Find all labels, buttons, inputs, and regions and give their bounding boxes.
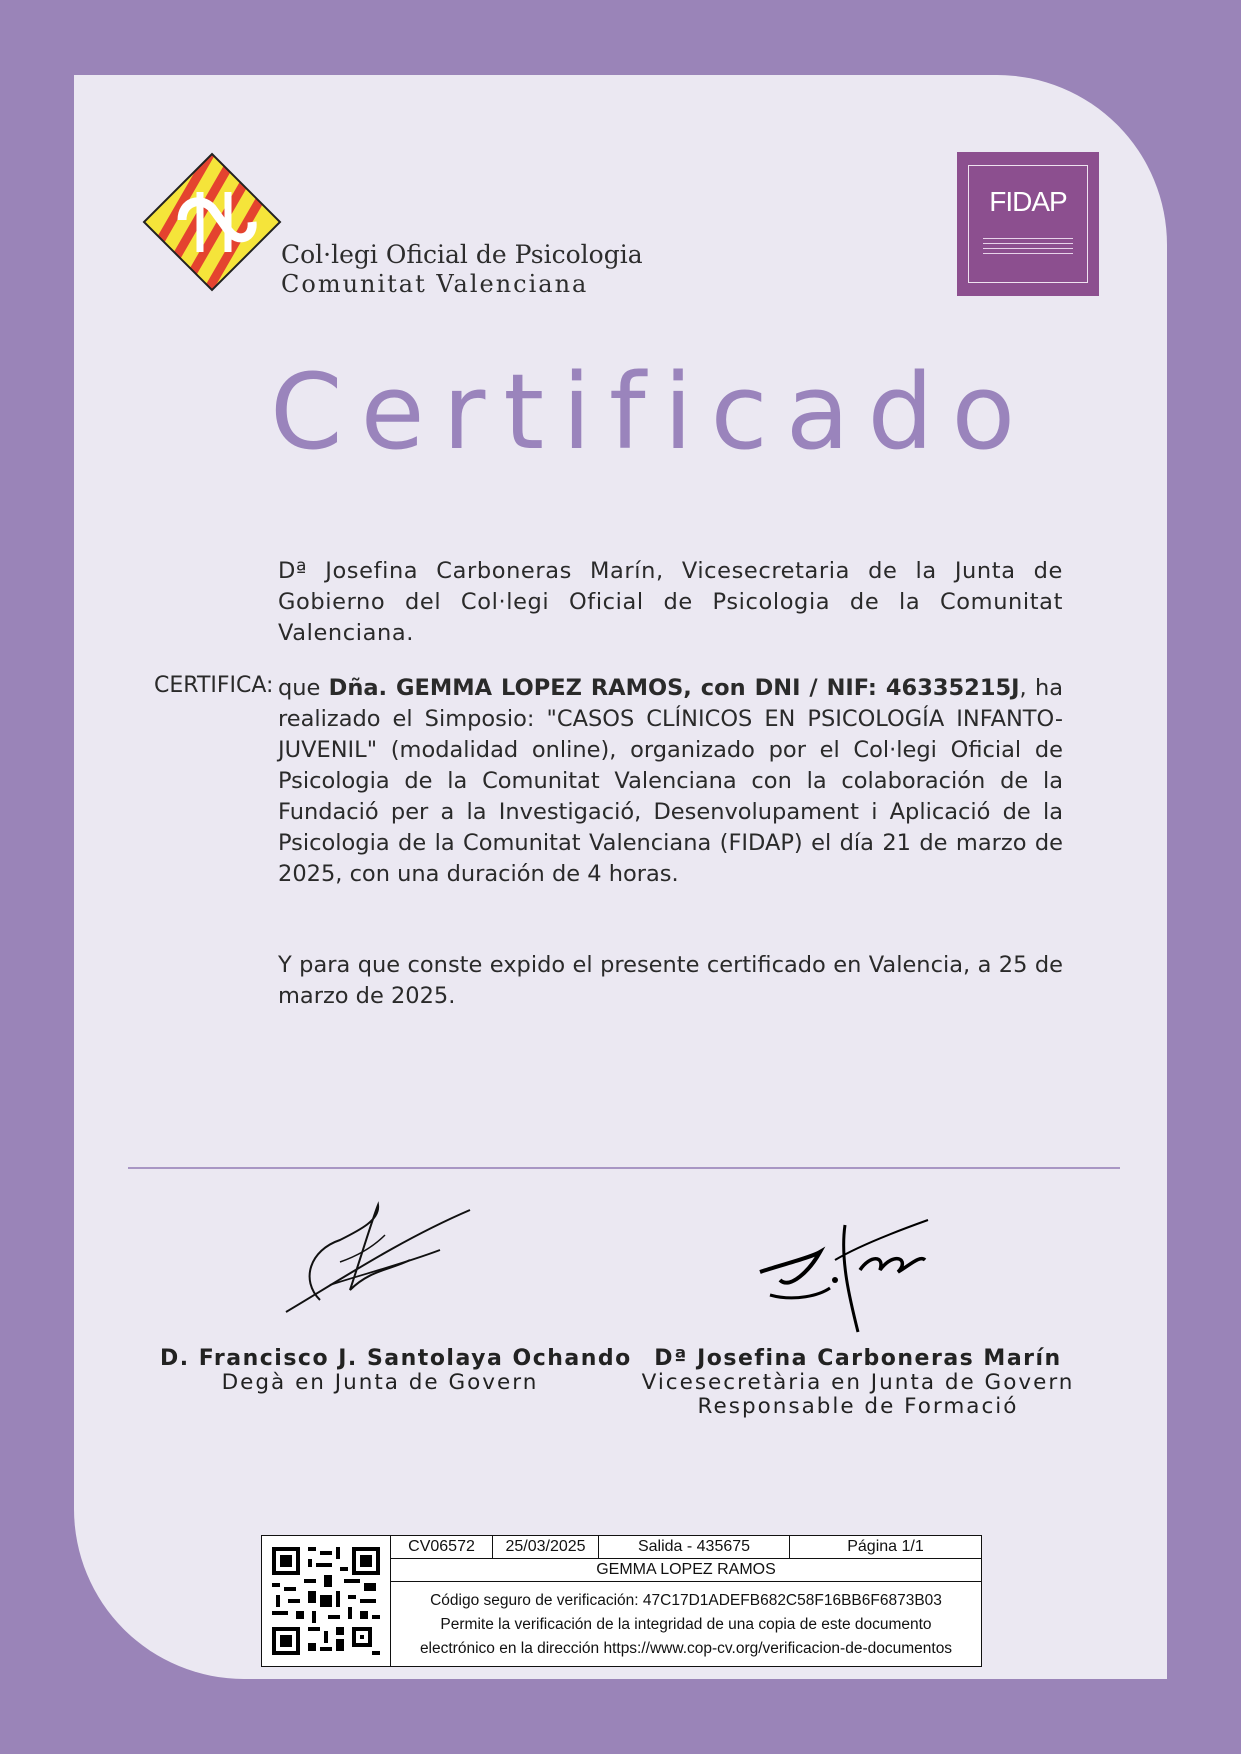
cert-prefix: que (278, 675, 329, 701)
cop-logo-icon (142, 152, 282, 292)
recipient-identity: Dña. GEMMA LOPEZ RAMOS, con DNI / NIF: 46335215J (328, 675, 1020, 701)
signature-santolaya (280, 1200, 480, 1320)
certificate-title: Certificado (270, 351, 1034, 473)
fidap-logo-text: FIDAP (989, 186, 1067, 217)
divider (128, 1167, 1120, 1169)
org-name-line1: Col·legi Oficial de Psicologia (281, 240, 643, 269)
org-name-line2: Comunitat Valenciana (281, 270, 589, 298)
signer-role: Vicesecretària en Junta de Govern (641, 1370, 1075, 1395)
qr-code-icon (272, 1546, 380, 1656)
fidap-logo-caption-icon (983, 234, 1073, 266)
registry-code: CV06572 (391, 1536, 493, 1559)
registry-name: GEMMA LOPEZ RAMOS (391, 1559, 981, 1582)
signer-role: Degà en Junta de Govern (221, 1370, 539, 1395)
registry-stamp (261, 1535, 982, 1667)
signer-name: Dª Josefina Carboneras Marín (654, 1346, 1062, 1371)
closing-paragraph: Y para que conste expido el presente certificado en Valencia, a 25 de marzo de 2025. (278, 952, 1063, 1009)
signature-carboneras (750, 1210, 930, 1335)
signer-carboneras (638, 1346, 1078, 1419)
verification-note: Permite la verificación de la integridad de una copia de este documento (440, 1616, 932, 1633)
verification-code: Código seguro de verificación: 47C17D1ADEFB682C58F16BB6F6873B03 (430, 1592, 942, 1609)
qr-code[interactable] (262, 1536, 391, 1666)
registry-entry: Salida - 435675 (599, 1536, 790, 1559)
intro-paragraph: Dª Josefina Carboneras Marín, Vicesecretaria de la Junta de Gobierno del Col·legi Oficial de Psicologia de la Comunitat Valenciana. (278, 558, 1063, 646)
certifica-label: CERTIFICA: (154, 673, 274, 698)
signer-role-secondary: Responsable de Formació (697, 1394, 1019, 1419)
registry-page: Página 1/1 (790, 1536, 981, 1559)
verification-text (391, 1589, 981, 1661)
certification-paragraph (278, 673, 1063, 890)
signer-santolaya (160, 1346, 632, 1395)
fidap-logo (957, 152, 1099, 296)
signer-name: D. Francisco J. Santolaya Ochando (160, 1346, 632, 1371)
cert-details: , ha realizado el Simposio: "CASOS CLÍNICOS EN PSICOLOGÍA INFANTO-JUVENIL" (modalidad online), organizado por el Col·legi Oficial de Psicologia de la Comunitat Valenciana con la colaboración de la Fundació per a la Investigació, Desenvolupament i Aplicació de la Psicologia de la Comunitat Valenciana (FIDAP) el día 21 de marzo de 2025, con una duración de 4 horas. (278, 675, 1063, 887)
registry-date: 25/03/2025 (493, 1536, 599, 1559)
verification-url: electrónico en la dirección https://www.cop-cv.org/verificacion-de-documentos (419, 1640, 953, 1657)
